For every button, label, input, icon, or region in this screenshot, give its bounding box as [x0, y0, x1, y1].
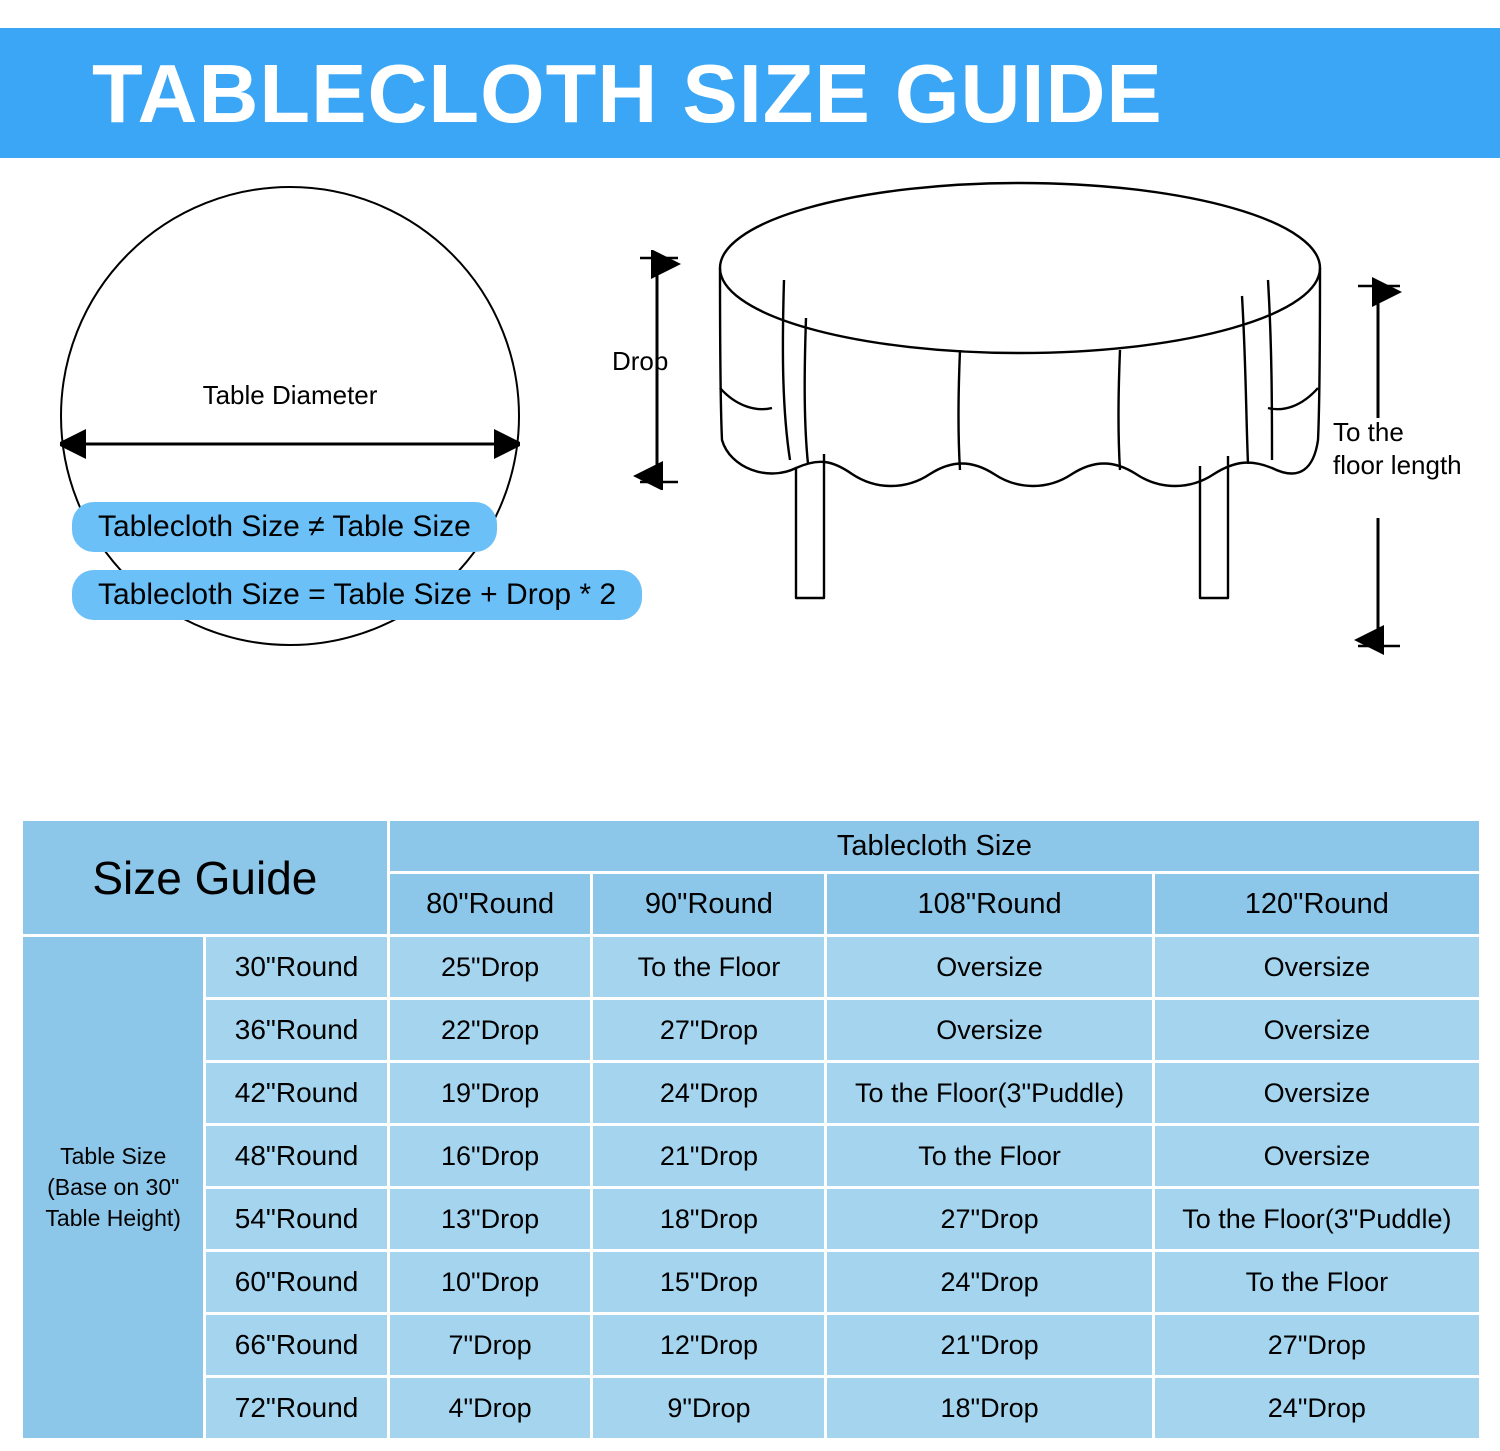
cell: To the Floor	[827, 1126, 1151, 1186]
cell: 21"Drop	[827, 1315, 1151, 1375]
cell: To the Floor(3"Puddle)	[827, 1063, 1151, 1123]
side-header-line3: Table Height)	[45, 1205, 181, 1232]
draped-table-illustration	[600, 168, 1420, 668]
drop-label: Drop	[612, 346, 669, 376]
cell: To the Floor(3"Puddle)	[1155, 1189, 1479, 1249]
row-label: 60"Round	[206, 1252, 386, 1312]
row-label: 42"Round	[206, 1063, 386, 1123]
cell: 27"Drop	[827, 1189, 1151, 1249]
cell: 18"Drop	[593, 1189, 824, 1249]
column-header-90: 90"Round	[593, 874, 824, 934]
page-title: TABLECLOTH SIZE GUIDE	[92, 46, 1163, 140]
cell: 27"Drop	[593, 1000, 824, 1060]
row-label: 72"Round	[206, 1378, 386, 1438]
column-header-108: 108"Round	[827, 874, 1151, 934]
table-row	[23, 1063, 1479, 1123]
cell: 9"Drop	[593, 1378, 824, 1438]
cell: 22"Drop	[390, 1000, 591, 1060]
note-pill-inequality: Tablecloth Size ≠ Table Size	[72, 502, 497, 552]
column-header-80: 80"Round	[390, 874, 591, 934]
cell: Oversize	[1155, 1126, 1479, 1186]
header-bar	[0, 28, 1500, 158]
floor-length-label-line2: floor length	[1333, 449, 1462, 480]
note-pill-formula: Tablecloth Size = Table Size + Drop * 2	[72, 570, 642, 620]
cell: 15"Drop	[593, 1252, 824, 1312]
table-row	[23, 937, 1479, 997]
side-header-line1: Table Size	[60, 1142, 167, 1169]
row-label: 54"Round	[206, 1189, 386, 1249]
cell: 16"Drop	[390, 1126, 591, 1186]
cell: To the Floor	[1155, 1252, 1479, 1312]
cell: 27"Drop	[1155, 1315, 1479, 1375]
cell: Oversize	[827, 1000, 1151, 1060]
row-label: 36"Round	[206, 1000, 386, 1060]
cell: 24"Drop	[593, 1063, 824, 1123]
cell: 12"Drop	[593, 1315, 824, 1375]
table-diameter-label: Table Diameter	[202, 380, 378, 410]
cell: 7"Drop	[390, 1315, 591, 1375]
table-row	[23, 1000, 1479, 1060]
side-header-line2: (Base on 30"	[47, 1173, 180, 1200]
cell: Oversize	[1155, 1063, 1479, 1123]
diameter-arrow-icon	[60, 414, 520, 474]
row-label: 48"Round	[206, 1126, 386, 1186]
cell: 24"Drop	[1155, 1378, 1479, 1438]
cell: 21"Drop	[593, 1126, 824, 1186]
cell: Oversize	[1155, 937, 1479, 997]
cell: 13"Drop	[390, 1189, 591, 1249]
diagram-area	[0, 158, 1500, 788]
cell: 10"Drop	[390, 1252, 591, 1312]
table-row	[23, 1126, 1479, 1186]
cell: 19"Drop	[390, 1063, 591, 1123]
cell: 24"Drop	[827, 1252, 1151, 1312]
size-guide-table	[20, 818, 1482, 1441]
size-guide-title: Size Guide	[23, 821, 387, 934]
table-row	[23, 1315, 1479, 1375]
floor-length-label	[1333, 416, 1462, 481]
table-size-side-header	[23, 937, 203, 1438]
column-header-120: 120"Round	[1155, 874, 1479, 934]
table-header-row-1	[23, 821, 1479, 871]
cell: 4"Drop	[390, 1378, 591, 1438]
table-row	[23, 1378, 1479, 1438]
floor-length-label-line1: To the	[1333, 417, 1404, 447]
tablecloth-size-header: Tablecloth Size	[390, 821, 1479, 871]
cell: Oversize	[1155, 1000, 1479, 1060]
row-label: 30"Round	[206, 937, 386, 997]
cell: 25"Drop	[390, 937, 591, 997]
table-row	[23, 1252, 1479, 1312]
table-row	[23, 1189, 1479, 1249]
cell: 18"Drop	[827, 1378, 1151, 1438]
row-label: 66"Round	[206, 1315, 386, 1375]
cell: To the Floor	[593, 937, 824, 997]
cell: Oversize	[827, 937, 1151, 997]
